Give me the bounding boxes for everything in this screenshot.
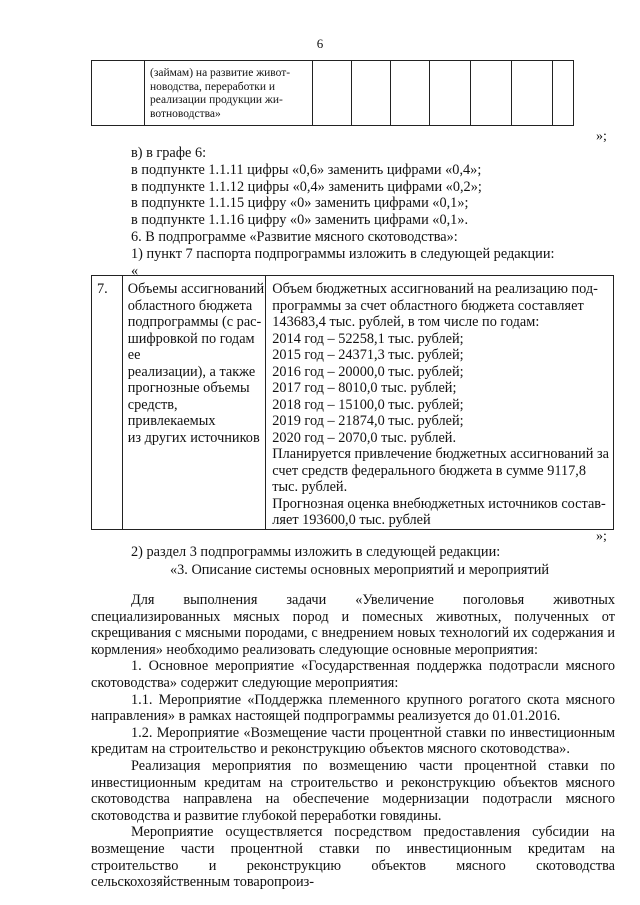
paragraph: 1.1. Мероприятие «Поддержка племенного крупного рогатого скота мясного направления» в рамках настоящей подпрограммы реализуется до 01.01.2016. bbox=[91, 691, 615, 725]
content-line: Планируется привлечение бюджетных ассигнований за bbox=[272, 446, 609, 462]
instruction-line: в подпункте 1.1.11 цифры «0,6» заменить цифрами «0,4»; bbox=[131, 161, 482, 178]
content-line: Объем бюджетных ассигнований на реализацию под- bbox=[272, 281, 598, 297]
label-line: средств, привлекаемых bbox=[127, 396, 216, 429]
section-body bbox=[91, 592, 615, 891]
instruction-line: в подпункте 1.1.12 цифры «0,4» заменить цифрами «0,2»; bbox=[131, 178, 482, 195]
table-cell bbox=[471, 61, 512, 126]
label-line: областного бюджета bbox=[127, 297, 253, 314]
passport-table bbox=[91, 275, 614, 530]
content-line: 2017 год – 8010,0 тыс. рублей; bbox=[272, 380, 457, 396]
instruction-line: 6. В подпрограмме «Развитие мясного скотоводства»: bbox=[131, 228, 458, 245]
instruction-line: в подпункте 1.1.16 цифру «0» заменить цифрами «0,1». bbox=[131, 212, 469, 229]
continued-table bbox=[91, 60, 574, 126]
description-line: новодства, переработки и bbox=[150, 80, 276, 93]
table-cell bbox=[553, 61, 574, 126]
content-line: программы за счет областного бюджета составляет bbox=[272, 297, 584, 314]
closing-quote: »; bbox=[596, 529, 607, 544]
label-line: прогнозные объемы bbox=[127, 380, 250, 396]
paragraph: Для выполнения задачи «Увеличение поголовья животных специализированных мясных пород и помесных животных, полученных от скрещивания с мясными породами, с внедрением новых технологий их содержания и кормления» необходимо реализовать следующие основные мероприятия: bbox=[91, 592, 615, 658]
paragraph: 1. Основное мероприятие «Государственная поддержка подотрасли мясного скотоводства» содержит следующие мероприятия: bbox=[91, 658, 615, 691]
content-line: 143683,4 тыс. рублей, в том числе по годам: bbox=[272, 314, 540, 330]
table-cell bbox=[313, 61, 352, 126]
row-content bbox=[266, 276, 614, 530]
instruction-line: в подпункте 1.1.15 цифру «0» заменить цифрами «0,1»; bbox=[131, 195, 469, 212]
table-cell-description bbox=[145, 61, 313, 126]
content-line: 2019 год – 21874,0 тыс. рублей; bbox=[272, 413, 464, 429]
closing-quote: »; bbox=[596, 129, 607, 144]
paragraph: 1.2. Мероприятие «Возмещение части процентной ставки по инвестиционным кредитам на строительство и реконструкцию объектов мясного скотоводства». bbox=[91, 724, 615, 758]
paragraph: Мероприятие осуществляется посредством предоставления субсидии на возмещение части процентной ставки по инвестиционным кредитам на строительство и реконструкцию объектов мясного скотоводства сельскохозяйственным товаропроиз- bbox=[91, 824, 615, 891]
label-line: подпрограммы (с рас- bbox=[127, 314, 262, 330]
content-line: 2016 год – 20000,0 тыс. рублей; bbox=[272, 363, 464, 380]
table-cell bbox=[92, 61, 145, 126]
content-line: 2015 год – 24371,3 тыс. рублей; bbox=[272, 347, 464, 363]
label-line: Объемы ассигнований bbox=[127, 281, 265, 297]
instruction-line: « bbox=[131, 262, 139, 279]
description-line: (займам) на развитие живот- bbox=[150, 67, 291, 79]
content-line: счет средств федерального бюджета в сумме 9117,8 bbox=[272, 462, 586, 479]
label-line: шифровкой по годам ее bbox=[127, 330, 255, 363]
section-title: «3. Описание системы основных мероприятий и мероприятий bbox=[170, 562, 550, 578]
content-line: 2018 год – 15100,0 тыс. рублей; bbox=[272, 396, 464, 413]
content-line: 2020 год – 2070,0 тыс. рублей. bbox=[272, 429, 457, 446]
description-line: реализации продукции жи- bbox=[150, 94, 283, 106]
content-line: 2014 год – 52258,1 тыс. рублей; bbox=[272, 330, 464, 347]
table-cell bbox=[512, 61, 553, 126]
table-cell bbox=[352, 61, 391, 126]
description-line: вотноводства» bbox=[150, 107, 221, 120]
row-number: 7. bbox=[92, 276, 123, 530]
content-line: ляет 193600,0 тыс. рублей bbox=[272, 512, 431, 528]
page-number: 6 bbox=[316, 36, 324, 51]
section-intro: 2) раздел 3 подпрограммы изложить в следующей редакции: bbox=[131, 544, 501, 560]
content-line: Прогнозная оценка внебюджетных источников состав- bbox=[272, 495, 606, 512]
content-line: тыс. рублей. bbox=[272, 479, 348, 495]
instruction-line: в) в графе 6: bbox=[131, 145, 207, 161]
row-label bbox=[122, 276, 266, 530]
paragraph: Реализация мероприятия по возмещению части процентной ставки по инвестиционным кредитам на строительство и реконструкцию объектов мясного скотоводства направлена на обеспечение модернизации подотрасли мясного скотоводства и развитие глубокой переработки говядины. bbox=[91, 757, 615, 824]
label-line: реализации), а также bbox=[127, 363, 256, 380]
amendment-instructions bbox=[131, 145, 554, 279]
instruction-line: 1) пункт 7 паспорта подпрограммы изложить в следующей редакции: bbox=[131, 245, 555, 262]
table-cell bbox=[391, 61, 430, 126]
label-line: из других источников bbox=[127, 429, 260, 446]
table-cell bbox=[430, 61, 471, 126]
